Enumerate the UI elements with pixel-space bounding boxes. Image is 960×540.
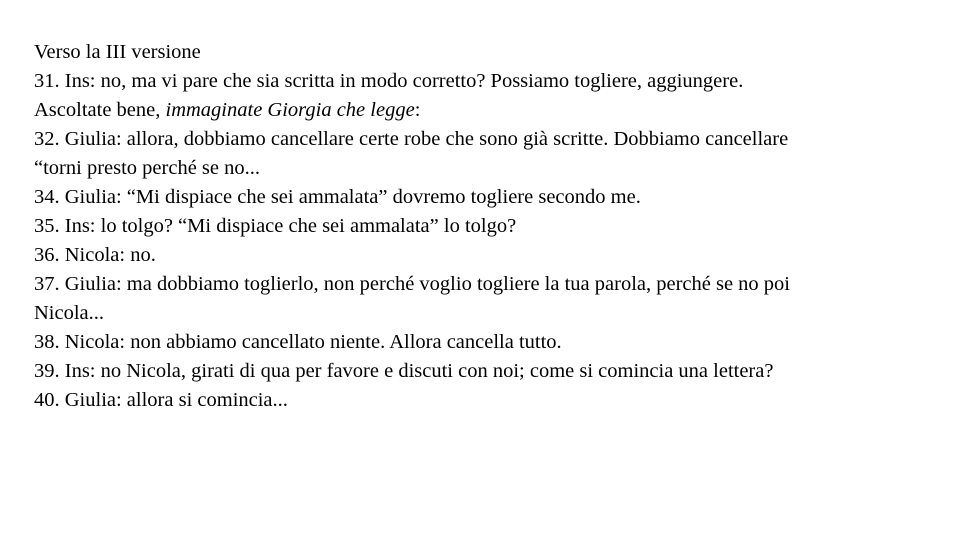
transcript-line-34: 34. Giulia: “Mi dispiace che sei ammalata” dovremo togliere secondo me. xyxy=(34,186,641,208)
transcript-line-31-continued xyxy=(34,96,934,125)
transcript-line-38: 38. Nicola: non abbiamo cancellato niente. Allora cancella tutto. xyxy=(34,331,562,353)
transcript-slide xyxy=(34,38,934,415)
transcript-text: Ascoltate bene, xyxy=(34,99,166,121)
transcript-italic-text: immaginate Giorgia che legge xyxy=(165,99,415,121)
transcript-line-40: 40. Giulia: allora si comincia... xyxy=(34,389,288,411)
transcript-line-39: 39. Ins: no Nicola, girati di qua per favore e discuti con noi; come si comincia una lettera? xyxy=(34,360,774,382)
transcript-text: : xyxy=(414,99,421,121)
transcript-line-37-continued: Nicola... xyxy=(34,302,105,324)
transcript-line-36: 36. Nicola: no. xyxy=(34,244,156,266)
transcript-line-31: 31. Ins: no, ma vi pare che sia scritta in modo corretto? Possiamo togliere, aggiungere. xyxy=(34,70,744,92)
transcript-line-32: 32. Giulia: allora, dobbiamo cancellare certe robe che sono già scritte. Dobbiamo cancellare xyxy=(34,128,789,150)
transcript-line-37: 37. Giulia: ma dobbiamo toglierlo, non perché voglio togliere la tua parola, perché se no poi xyxy=(34,273,791,295)
slide-heading: Verso la III versione xyxy=(34,41,201,63)
transcript-line-35: 35. Ins: lo tolgo? “Mi dispiace che sei ammalata” lo tolgo? xyxy=(34,215,517,237)
transcript-line-32-continued: “torni presto perché se no... xyxy=(34,157,260,179)
